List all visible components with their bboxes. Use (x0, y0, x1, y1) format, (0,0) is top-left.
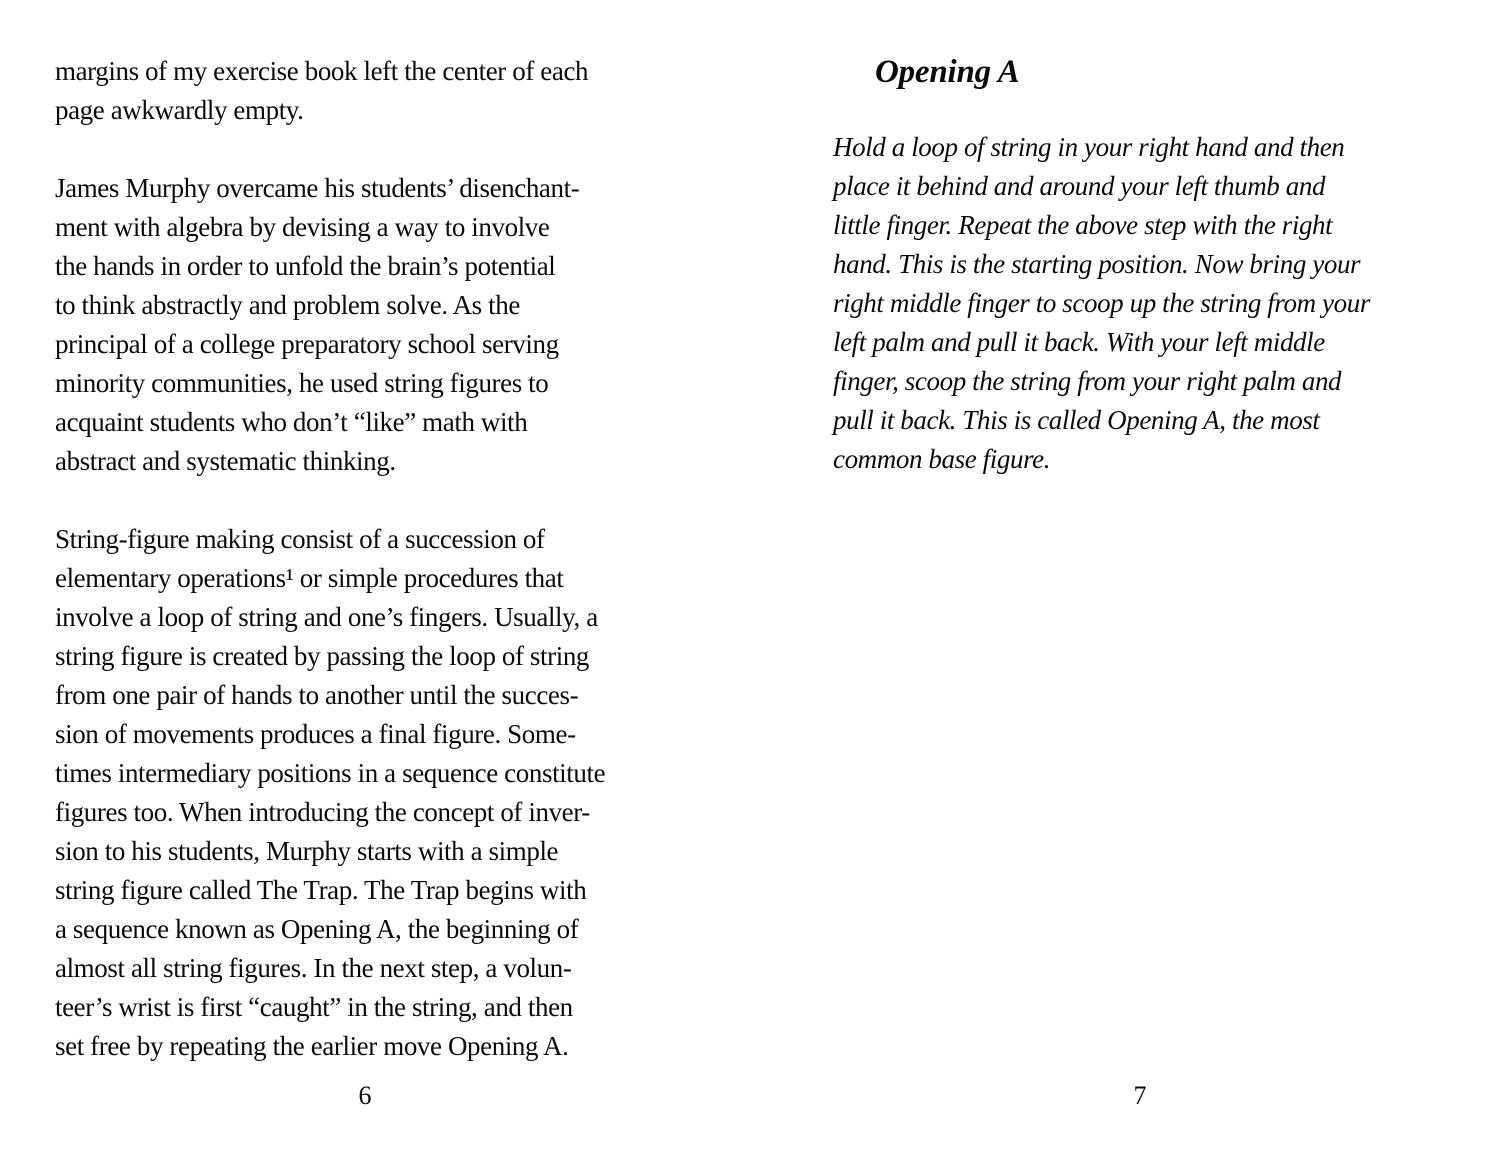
text-line: right middle finger to scoop up the string from your (833, 288, 1370, 318)
text-line: margins of my exercise book left the center of each (55, 56, 589, 86)
text-line: figures too. When introducing the concept of inver- (55, 797, 590, 827)
text-line: teer’s wrist is first “caught” in the string, and then (55, 992, 573, 1022)
text-line: place it behind and around your left thumb and (833, 171, 1326, 201)
paragraph (833, 128, 1473, 479)
text-line: a sequence known as Opening A, the beginning of (55, 914, 579, 944)
text-line: common base figure. (833, 444, 1051, 474)
text-line: finger, scoop the string from your right palm and (833, 366, 1342, 396)
text-line: set free by repeating the earlier move Opening A. (55, 1031, 569, 1061)
text-line: elementary operations¹ or simple procedures that (55, 563, 564, 593)
text-line: hand. This is the starting position. Now bring your (833, 249, 1361, 279)
text-line: acquaint students who don’t “like” math with (55, 407, 528, 437)
text-line: string figure called The Trap. The Trap begins with (55, 875, 587, 905)
text-line: page awkwardly empty. (55, 95, 304, 125)
section-heading: Opening A (875, 54, 1020, 90)
text-line: abstract and systematic thinking. (55, 446, 396, 476)
text-line: pull it back. This is called Opening A, the most (833, 405, 1320, 435)
text-line: sion of movements produces a final figure. Some- (55, 719, 576, 749)
right-page-text (833, 52, 1473, 479)
text-line: almost all string figures. In the next step, a volun- (55, 953, 572, 983)
text-line: string figure is created by passing the loop of string (55, 641, 590, 671)
text-line: Hold a loop of string in your right hand and then (833, 132, 1345, 162)
text-line: James Murphy overcame his students’ disenchant- (55, 173, 580, 203)
left-page-text (55, 52, 695, 1066)
paragraph (55, 520, 695, 1066)
text-line: times intermediary positions in a sequence constitute (55, 758, 606, 788)
paragraph (55, 52, 695, 130)
text-line: ment with algebra by devising a way to involve (55, 212, 550, 242)
page-number-left: 6 (358, 1081, 372, 1110)
paragraph (55, 169, 695, 481)
text-line: String-figure making consist of a succession of (55, 524, 545, 554)
text-line: involve a loop of string and one’s fingers. Usually, a (55, 602, 598, 632)
text-line: from one pair of hands to another until the succes- (55, 680, 579, 710)
text-line: little finger. Repeat the above step with the right (833, 210, 1333, 240)
text-line: principal of a college preparatory school serving (55, 329, 559, 359)
text-line: minority communities, he used string figures to (55, 368, 549, 398)
text-line: left palm and pull it back. With your left middle (833, 327, 1325, 357)
text-line: sion to his students, Murphy starts with a simple (55, 836, 559, 866)
text-line: to think abstractly and problem solve. As the (55, 290, 520, 320)
page-number-right: 7 (1133, 1081, 1147, 1110)
text-line: the hands in order to unfold the brain’s potential (55, 251, 556, 281)
